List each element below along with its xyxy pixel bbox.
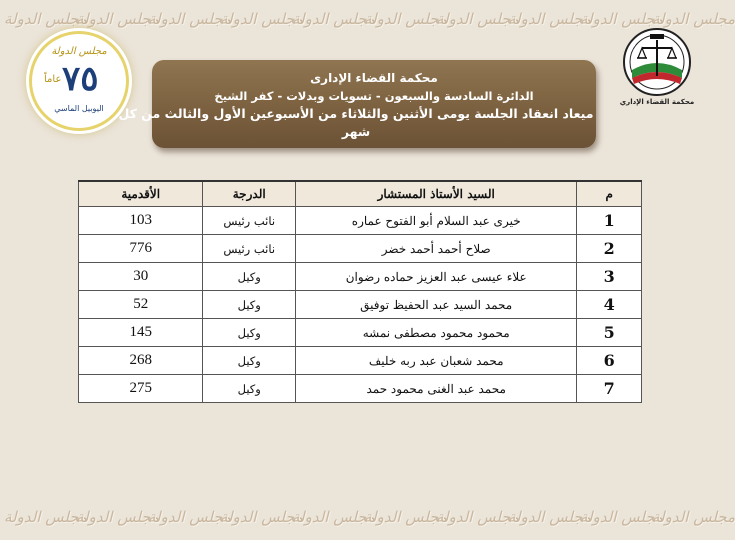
watermark-text: مجلس الدولة xyxy=(508,10,592,28)
table-row xyxy=(79,319,642,347)
watermark-text: مجلس الدولة xyxy=(652,508,735,526)
watermark-text: مجلس الدولة xyxy=(148,10,232,28)
judge-name: صلاح أحمد أحمد خضر xyxy=(296,235,577,263)
watermark-text: مجلس الدولة xyxy=(436,508,520,526)
row-number: 5 xyxy=(577,319,642,347)
watermark-text: مجلس الدولة xyxy=(4,10,88,28)
judges-table xyxy=(78,180,642,403)
header-num: م xyxy=(577,181,642,207)
watermark-text: مجلس الدولة xyxy=(652,10,735,28)
table-row xyxy=(79,347,642,375)
row-number: 1 xyxy=(577,207,642,235)
watermark-text: مجلس الدولة xyxy=(76,508,160,526)
anniversary-badge xyxy=(32,34,126,128)
judge-rank: وكيل xyxy=(203,375,296,403)
circuit-subtitle: الدائرة السادسة والسبعون - تسويات وبدلات - كفر الشيخ xyxy=(214,89,534,103)
table-row xyxy=(79,235,642,263)
row-number: 4 xyxy=(577,291,642,319)
badge-org-text: مجلس الدولة xyxy=(51,46,107,57)
judge-name: محمد السيد عبد الحفيظ توفيق xyxy=(296,291,577,319)
watermark-text: مجلس الدولة xyxy=(580,508,664,526)
watermark-bottom-row xyxy=(0,500,735,534)
table-row xyxy=(79,207,642,235)
watermark-text: مجلس الدولة xyxy=(292,508,376,526)
table-header-row xyxy=(79,181,642,207)
judge-seniority: 776 xyxy=(79,235,203,263)
judge-seniority: 268 xyxy=(79,347,203,375)
judge-seniority: 145 xyxy=(79,319,203,347)
judge-seniority: 275 xyxy=(79,375,203,403)
header-banner xyxy=(118,60,596,148)
header-name: السيد الأستاذ المستشار xyxy=(296,181,577,207)
table-row xyxy=(79,375,642,403)
judge-rank: وكيل xyxy=(203,347,296,375)
court-title: محكمة القضاء الإدارى xyxy=(310,71,438,85)
judge-seniority: 30 xyxy=(79,263,203,291)
row-number: 6 xyxy=(577,347,642,375)
judge-seniority: 103 xyxy=(79,207,203,235)
watermark-text: مجلس الدولة xyxy=(436,10,520,28)
judge-rank: نائب رئيس xyxy=(203,235,296,263)
judge-name: محمود محمود مصطفى نمشه xyxy=(296,319,577,347)
watermark-text: مجلس الدولة xyxy=(220,10,304,28)
court-logo xyxy=(618,26,696,116)
header-seniority: الأقدمية xyxy=(79,181,203,207)
watermark-text: مجلس الدولة xyxy=(580,10,664,28)
logo-caption: محكمة القضاء الإداري xyxy=(619,98,695,106)
watermark-text: مجلس الدولة xyxy=(220,508,304,526)
judge-seniority: 52 xyxy=(79,291,203,319)
table-row xyxy=(79,291,642,319)
judge-rank: وكيل xyxy=(203,319,296,347)
scales-emblem-icon xyxy=(618,26,696,98)
header-rank: الدرجة xyxy=(203,181,296,207)
judge-rank: نائب رئيس xyxy=(203,207,296,235)
badge-jubilee-text: اليوبيل الماسي xyxy=(54,104,104,113)
judge-name: خيرى عبد السلام أبو الفتوح عماره xyxy=(296,207,577,235)
row-number: 7 xyxy=(577,375,642,403)
judge-rank: وكيل xyxy=(203,291,296,319)
watermark-text: مجلس الدولة xyxy=(508,508,592,526)
watermark-text: مجلس الدولة xyxy=(76,10,160,28)
row-number: 3 xyxy=(577,263,642,291)
judge-name: علاء عيسى عبد العزيز حماده رضوان xyxy=(296,263,577,291)
watermark-text: مجلس الدولة xyxy=(364,508,448,526)
row-number: 2 xyxy=(577,235,642,263)
watermark-text: مجلس الدولة xyxy=(4,508,88,526)
watermark-text: مجلس الدولة xyxy=(292,10,376,28)
judge-rank: وكيل xyxy=(203,263,296,291)
judges-table-container xyxy=(78,180,642,403)
badge-number: ٧٥ xyxy=(62,59,99,99)
badge-unit-text: عاماً xyxy=(44,74,62,85)
watermark-text: مجلس الدولة xyxy=(148,508,232,526)
judge-name: محمد عبد الغنى محمود حمد xyxy=(296,375,577,403)
judge-name: محمد شعبان عبد ربه خليف xyxy=(296,347,577,375)
session-schedule: ميعاد انعقاد الجلسة يومى الأثنين والثلاثاء من الأسبوعين الأول والثالث من كل شهر xyxy=(118,106,594,139)
table-row xyxy=(79,263,642,291)
watermark-top-row xyxy=(0,2,735,36)
watermark-text: مجلس الدولة xyxy=(364,10,448,28)
